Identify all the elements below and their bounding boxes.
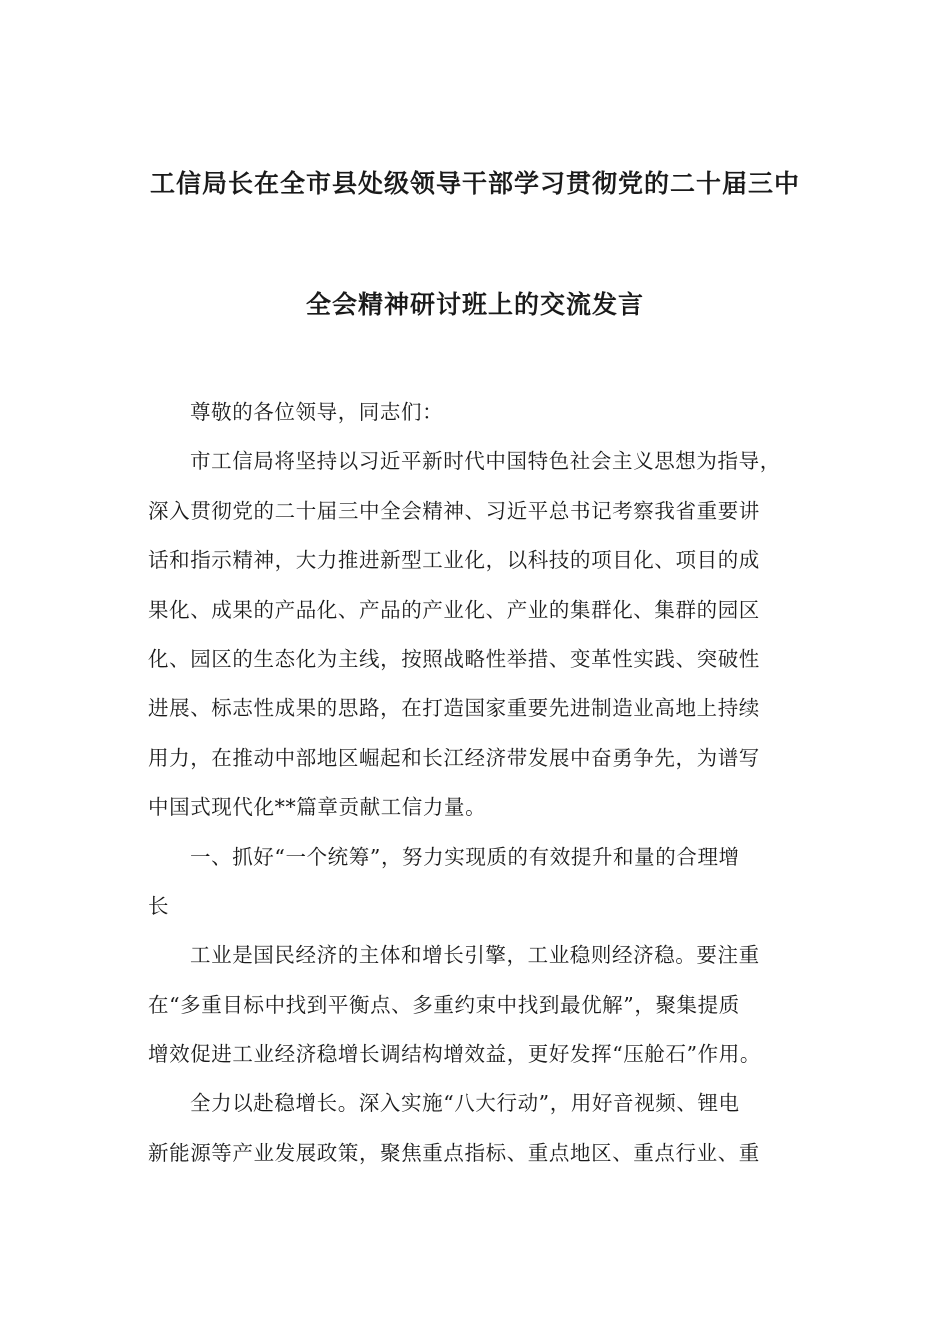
document-title-line-1: 工信局长在全市县处级领导干部学习贯彻党的二十届三中 <box>149 169 800 198</box>
paragraph-1-line: 进展、标志性成果的思路，在打造国家重要先进制造业高地上持续 <box>148 696 760 721</box>
paragraph-2-line: 在“多重目标中找到平衡点、多重约束中找到最优解”，聚集提质 <box>148 992 740 1017</box>
paragraph-1-line: 中国式现代化**篇章贡献工信力量。 <box>148 795 487 820</box>
paragraph-1-line: 化、园区的生态化为主线，按照战略性举措、变革性实践、突破性 <box>148 646 760 671</box>
paragraph-1-line: 话和指示精神，大力推进新型工业化，以科技的项目化、项目的成 <box>148 548 760 573</box>
document-title-line-2: 全会精神研讨班上的交流发言 <box>305 290 644 319</box>
paragraph-1-line: 市工信局将坚持以习近平新时代中国特色社会主义思想为指导， <box>190 449 781 474</box>
section-heading-line: 一、抓好“一个统筹”，努力实现质的有效提升和量的合理增 <box>190 844 740 869</box>
salutation: 尊敬的各位领导，同志们： <box>190 400 444 424</box>
paragraph-3-line: 新能源等产业发展政策，聚焦重点指标、重点地区、重点行业、重 <box>148 1140 760 1165</box>
document-body <box>148 394 808 1184</box>
paragraph-3-line: 全力以赴稳增长。深入实施“八大行动”，用好音视频、锂电 <box>190 1091 740 1116</box>
paragraph-1-line: 果化、成果的产品化、产品的产业化、产业的集群化、集群的园区 <box>148 597 760 622</box>
section-heading-line: 长 <box>148 893 170 918</box>
paragraph-2-line: 工业是国民经济的主体和增长引擎，工业稳则经济稳。要注重 <box>190 943 760 968</box>
paragraph-2-line: 增效促进工业经济稳增长调结构增效益，更好发挥“压舱石”作用。 <box>148 1042 761 1067</box>
paragraph-1-line: 深入贯彻党的二十届三中全会精神、习近平总书记考察我省重要讲 <box>148 498 760 523</box>
paragraph-1-line: 用力，在推动中部地区崛起和长江经济带发展中奋勇争先，为谱写 <box>148 745 760 770</box>
